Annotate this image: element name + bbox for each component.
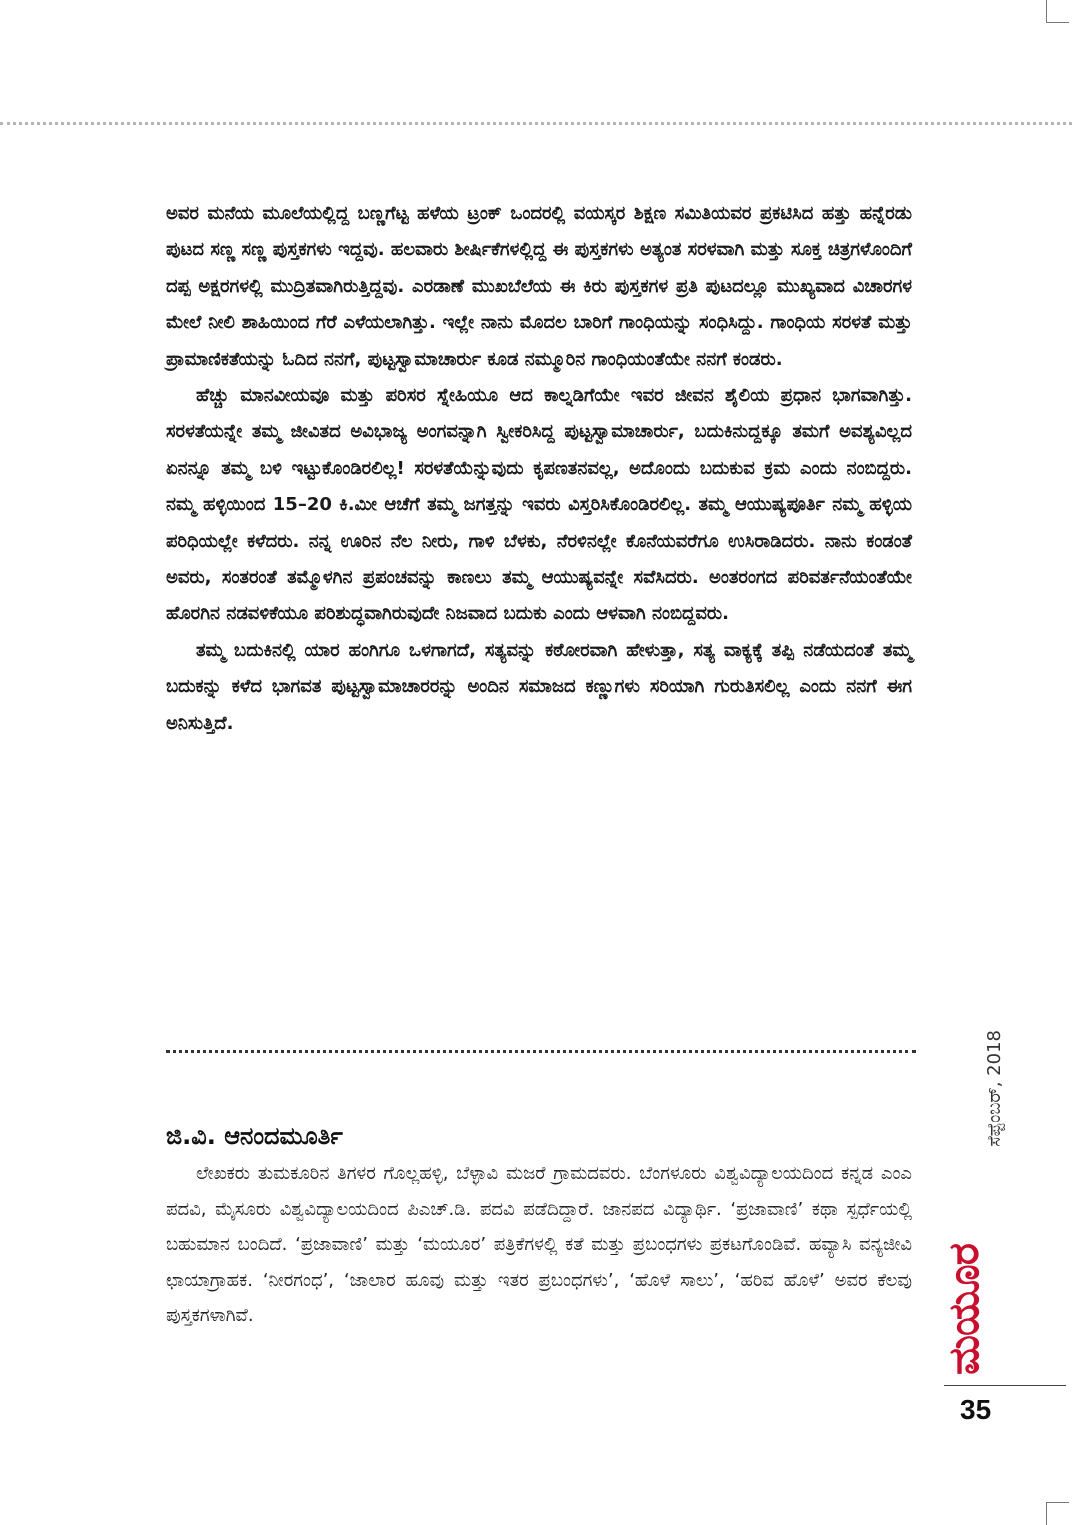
issue-date: ಸೆಪ್ಟೆಂಬರ್, 2018 — [984, 1030, 1005, 1147]
article-paragraph-3: ತಮ್ಮ ಬದುಕಿನಲ್ಲಿ ಯಾರ ಹಂಗಿಗೂ ಒಳಗಾಗದೆ, ಸತ್ಯವನ್ನು ಕಠೋರವಾಗಿ ಹೇಳುತ್ತಾ, ಸತ್ಯ ವಾಕ್ಯಕ್ಕೆ ತಪ್ಪಿ ನಡೆಯದಂತೆ ತಮ್ಮ ಬದುಕನ್ನು ಕಳೆದ ಭಾಗವತ ಪುಟ್ಟಸ್ವಾಮಾಚಾರರನ್ನು ಅಂದಿನ ಸಮಾಜದ ಕಣ್ಣುಗಳು ಸರಿಯಾಗಿ ಗುರುತಿಸಲಿಲ್ಲ ಎಂದು ನನಗೆ ಈಗ ಅನಿಸುತ್ತಿದೆ. — [166, 639, 912, 734]
author-bio — [166, 1156, 912, 1334]
section-dotted-divider — [166, 1050, 916, 1053]
crop-mark-bottom — [1046, 1502, 1069, 1525]
author-bio-text: ಲೇಖಕರು ತುಮಕೂರಿನ ತಿಗಳರ ಗೊಲ್ಲಹಳ್ಳಿ, ಬೆಳ್ಳಾವಿ ಮಜರೆ ಗ್ರಾಮದವರು. ಬೆಂಗಳೂರು ವಿಶ್ವವಿದ್ಯಾಲಯದಿಂದ ಕನ್ನಡ ಎಂಎ ಪದವಿ, ಮೈಸೂರು ವಿಶ್ವವಿದ್ಯಾಲಯದಿಂದ ಪಿಎಚ್.ಡಿ. ಪದವಿ ಪಡೆದಿದ್ದಾರೆ. ಜಾನಪದ ವಿದ್ಯಾರ್ಥಿ. ‘ಪ್ರಜಾವಾಣಿ’ ಕಥಾ ಸ್ಪರ್ಧೆಯಲ್ಲಿ ಬಹುಮಾನ ಬಂದಿದೆ. ‘ಪ್ರಜಾವಾಣಿ’ ಮತ್ತು ‘ಮಯೂರ’ ಪತ್ರಿಕೆಗಳಲ್ಲಿ ಕತೆ ಮತ್ತು ಪ್ರಬಂಧಗಳು ಪ್ರಕಟಗೊಂಡಿವೆ. ಹವ್ಯಾಸಿ ವನ್ಯಜೀವಿ ಛಾಯಾಗ್ರಾಹಕ. ‘ನೀರಗಂಧ’, ‘ಜಾಲಾರ ಹೂವು ಮತ್ತು ಇತರ ಪ್ರಬಂಧಗಳು’, ‘ಹೊಳೆ ಸಾಲು’, ‘ಹರಿವ ಹೊಳೆ’ ಅವರ ಕೆಲವು ಪುಸ್ತಕಗಳಾಗಿವೆ. — [166, 1163, 912, 1327]
top-dotted-divider — [0, 122, 1072, 125]
magazine-logo: ಮಯೂರ — [939, 1244, 988, 1375]
page-number-rule — [944, 1385, 1066, 1386]
article-paragraph-2: ಹೆಚ್ಚು ಮಾನವೀಯವೂ ಮತ್ತು ಪರಿಸರ ಸ್ನೇಹಿಯೂ ಆದ ಕಾಲ್ನಡಿಗೆಯೇ ಇವರ ಜೀವನ ಶೈಲಿಯ ಪ್ರಧಾನ ಭಾಗವಾಗಿತ್ತು. ಸರಳತೆಯನ್ನೇ ತಮ್ಮ ಜೀವಿತದ ಅವಿಭಾಜ್ಯ ಅಂಗವನ್ನಾಗಿ ಸ್ವೀಕರಿಸಿದ್ದ ಪುಟ್ಟಸ್ವಾಮಾಚಾರ್ರು, ಬದುಕಿನುದ್ದಕ್ಕೂ ತಮಗೆ ಅವಶ್ಯವಿಲ್ಲದ ಏನನ್ನೂ ತಮ್ಮ ಬಳಿ ಇಟ್ಟುಕೊಂಡಿರಲಿಲ್ಲ! ಸರಳತೆಯೆನ್ನುವುದು ಕೃಪಣತನವಲ್ಲ, ಅದೊಂದು ಬದುಕುವ ಕ್ರಮ ಎಂದು ನಂಬಿದ್ದರು. ನಮ್ಮ ಹಳ್ಳಿಯಿಂದ 15–20 ಕಿ.ಮೀ ಆಚೆಗೆ ತಮ್ಮ ಜಗತ್ತನ್ನು ಇವರು ವಿಸ್ತರಿಸಿಕೊಂಡಿರಲಿಲ್ಲ. ತಮ್ಮ ಆಯುಷ್ಯಪೂರ್ತಿ ನಮ್ಮ ಹಳ್ಳಿಯ ಪರಿಧಿಯಲ್ಲೇ ಕಳೆದರು. ನನ್ನ ಊರಿನ ನೆಲ ನೀರು, ಗಾಳಿ ಬೆಳಕು, ನೆರಳಿನಲ್ಲೇ ಕೊನೆಯವರೆಗೂ ಉಸಿರಾಡಿದರು. ನಾನು ಕಂಡಂತೆ ಅವರು, ಸಂತರಂತೆ ತಮ್ಮೊಳಗಿನ ಪ್ರಪಂಚವನ್ನು ಕಾಣಲು ತಮ್ಮ ಆಯುಷ್ಯವನ್ನೇ ಸವೆಸಿದರು. ಅಂತರಂಗದ ಪರಿವರ್ತನೆಯಂತೆಯೇ ಹೊರಗಿನ ನಡವಳಿಕೆಯೂ ಪರಿಶುದ್ಧವಾಗಿರುವುದೇ ನಿಜವಾದ ಬದುಕು ಎಂದು ಆಳವಾಗಿ ನಂಬಿದ್ದವರು. — [166, 385, 912, 625]
article-body — [166, 196, 912, 742]
crop-mark-top — [1046, 0, 1069, 23]
page-number: 35 — [960, 1394, 992, 1425]
article-paragraph-1: ಅವರ ಮನೆಯ ಮೂಲೆಯಲ್ಲಿದ್ದ ಬಣ್ಣಗೆಟ್ಟ ಹಳೆಯ ಟ್ರಂಕ್ ಒಂದರಲ್ಲಿ ವಯಸ್ಕರ ಶಿಕ್ಷಣ ಸಮಿತಿಯವರ ಪ್ರಕಟಿಸಿದ ಹತ್ತು ಹನ್ನೆರಡು ಪುಟದ ಸಣ್ಣ ಸಣ್ಣ ಪುಸ್ತಕಗಳು ಇದ್ದವು. ಹಲವಾರು ಶೀರ್ಷಿಕೆಗಳಲ್ಲಿದ್ದ ಈ ಪುಸ್ತಕಗಳು ಅತ್ಯಂತ ಸರಳವಾಗಿ ಮತ್ತು ಸೂಕ್ತ ಚಿತ್ರಗಳೊಂದಿಗೆ ದಪ್ಪ ಅಕ್ಷರಗಳಲ್ಲಿ ಮುದ್ರಿತವಾಗಿರುತ್ತಿದ್ದವು. ಎರಡಾಣೆ ಮುಖಬೆಲೆಯ ಈ ಕಿರು ಪುಸ್ತಕಗಳ ಪ್ರತಿ ಪುಟದಲ್ಲೂ ಮುಖ್ಯವಾದ ವಿಚಾರಗಳ ಮೇಲೆ ನೀಲಿ ಶಾಹಿಯಿಂದ ಗೆರೆ ಎಳೆಯಲಾಗಿತ್ತು. ಇಲ್ಲೇ ನಾನು ಮೊದಲ ಬಾರಿಗೆ ಗಾಂಧಿಯನ್ನು ಸಂಧಿಸಿದ್ದು. ಗಾಂಧಿಯ ಸರಳತೆ ಮತ್ತು ಪ್ರಾಮಾಣಿಕತೆಯನ್ನು ಓದಿದ ನನಗೆ, ಪುಟ್ಟಸ್ವಾಮಾಚಾರ್ರು ಕೂಡ ನಮ್ಮೂರಿನ ಗಾಂಧಿಯಂತೆಯೇ ನನಗೆ ಕಂಡರು. — [166, 203, 912, 370]
author-name: ಜಿ.ವಿ. ಆನಂದಮೂರ್ತಿ — [166, 1122, 343, 1150]
